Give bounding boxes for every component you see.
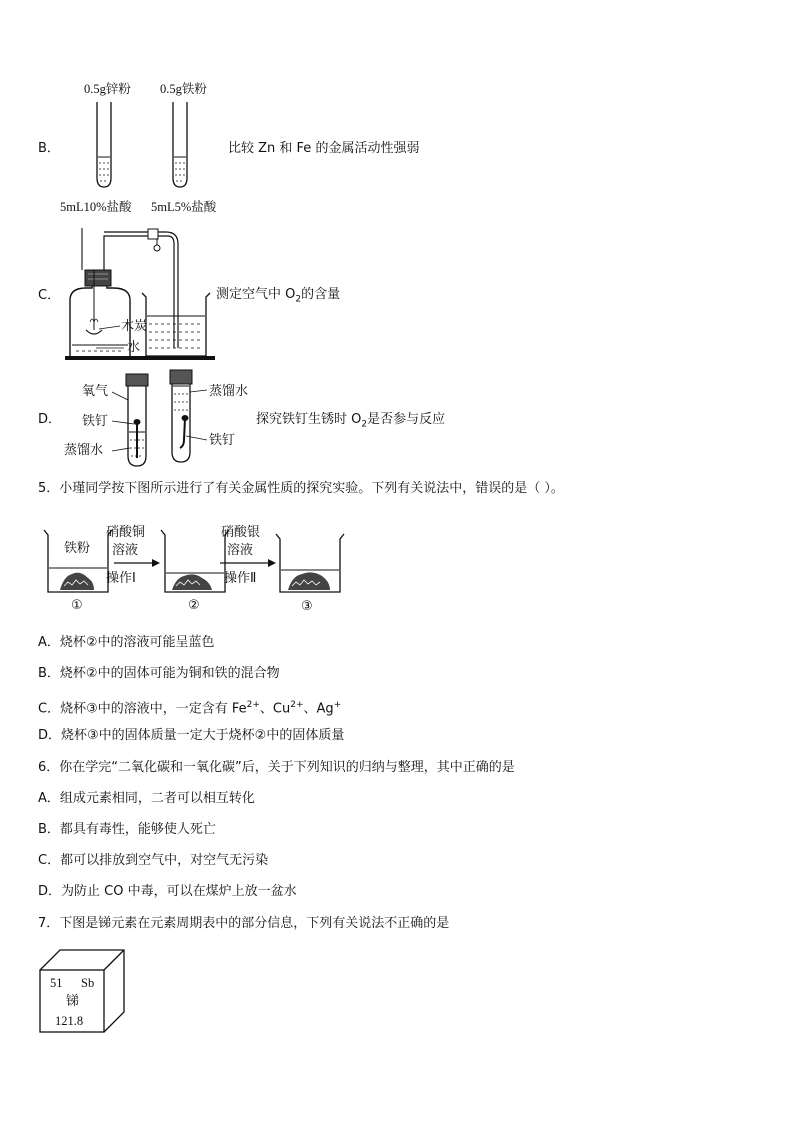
- q7-atomic-number: 51: [50, 976, 63, 990]
- q7-atomic-mass: 121.8: [55, 1014, 84, 1028]
- q5-beaker1-label: 铁粉: [64, 541, 91, 556]
- q5-stem: 5．小瑾同学按下图所示进行了有关金属性质的探究实验。下列有关说法中，错误的是（ ）。: [38, 481, 564, 496]
- q4-option-d-letter: D．: [38, 412, 62, 427]
- q5-beaker1-number: ①: [71, 598, 83, 613]
- q5-operation-2: 操作Ⅱ: [224, 571, 257, 586]
- q5-option-a: A．烧杯②中的溶液可能呈蓝色: [38, 635, 215, 650]
- q6-option-a: A．组成元素相同，二者可以相互转化: [38, 791, 255, 806]
- q6-stem: 6．你在学完“二氧化碳和一氧化碳”后，关于下列知识的归纳与整理，其中正确的是: [38, 760, 515, 775]
- q4b-tube1-top-label: 0.5g锌粉: [84, 82, 131, 96]
- q5-reagent2-line2: 溶液: [227, 543, 254, 558]
- q5-beaker2-number: ②: [188, 598, 200, 613]
- q4d-label-nail-right: 铁钉: [209, 433, 236, 448]
- q6-option-b: B．都具有毒性，能够使人死亡: [38, 822, 216, 837]
- q7-stem: 7．下图是锑元素在元素周期表中的部分信息，下列有关说法不正确的是: [38, 916, 450, 931]
- q6-option-d: D．为防止 CO 中毒，可以在煤炉上放一盆水: [38, 884, 297, 899]
- q5-option-c-sup-fe: 2+: [246, 700, 260, 710]
- q7-element-symbol: Sb: [81, 976, 95, 990]
- q5-reagent1-line1: 硝酸铜: [106, 525, 146, 540]
- q4c-purpose-sub: 2: [295, 294, 302, 305]
- q5-option-d: D．烧杯③中的固体质量一定大于烧杯②中的固体质量: [38, 728, 345, 743]
- q5-beaker3-number: ③: [301, 599, 313, 614]
- q4b-purpose-text: 比较 Zn 和 Fe 的金属活动性强弱: [228, 141, 420, 156]
- q4b-tube2-bottom-label: 5mL5%盐酸: [151, 200, 217, 214]
- q4-option-c-letter: C．: [38, 288, 61, 303]
- q4c-purpose-pre: 测定空气中 O: [216, 287, 296, 302]
- q7-element-name: 锑: [66, 994, 80, 1009]
- q4-option-b-letter: B．: [38, 141, 60, 156]
- q4c-label-charcoal: 木炭: [121, 319, 148, 334]
- q4d-purpose-post: 是否参与反应: [367, 412, 446, 427]
- q5-reagent1-line2: 溶液: [112, 543, 139, 558]
- q5-option-c-text: C．烧杯③中的溶液中，一定含有 Fe: [38, 701, 247, 717]
- q4d-label-oxygen: 氧气: [82, 384, 109, 399]
- q5-option-b: B．烧杯②中的固体可能为铜和铁的混合物: [38, 666, 280, 681]
- q5-option-c-sup-cu: 2+: [290, 700, 304, 710]
- q5-option-c-cu: 、Cu: [259, 701, 291, 717]
- q4b-tube2-top-label: 0.5g铁粉: [160, 82, 207, 96]
- q4d-label-water-right: 蒸馏水: [209, 384, 249, 399]
- q6-option-c: C．都可以排放到空气中，对空气无污染: [38, 853, 269, 868]
- q5-option-c-sup-ag: +: [333, 700, 342, 710]
- q4d-label-water-left: 蒸馏水: [64, 443, 104, 458]
- q4d-label-nail-left: 铁钉: [82, 414, 109, 429]
- q5-operation-1: 操作Ⅰ: [106, 571, 136, 586]
- q4b-tube1-bottom-label: 5mL10%盐酸: [60, 200, 132, 214]
- q4c-label-water: 水: [127, 340, 141, 355]
- q4d-purpose-pre: 探究铁钉生锈时 O: [256, 412, 362, 427]
- q5-option-c-ag: 、Ag: [303, 701, 334, 717]
- q5-reagent2-line1: 硝酸银: [221, 525, 261, 540]
- q4c-purpose-post: 的含量: [301, 287, 341, 302]
- q4d-purpose-sub: 2: [361, 419, 368, 430]
